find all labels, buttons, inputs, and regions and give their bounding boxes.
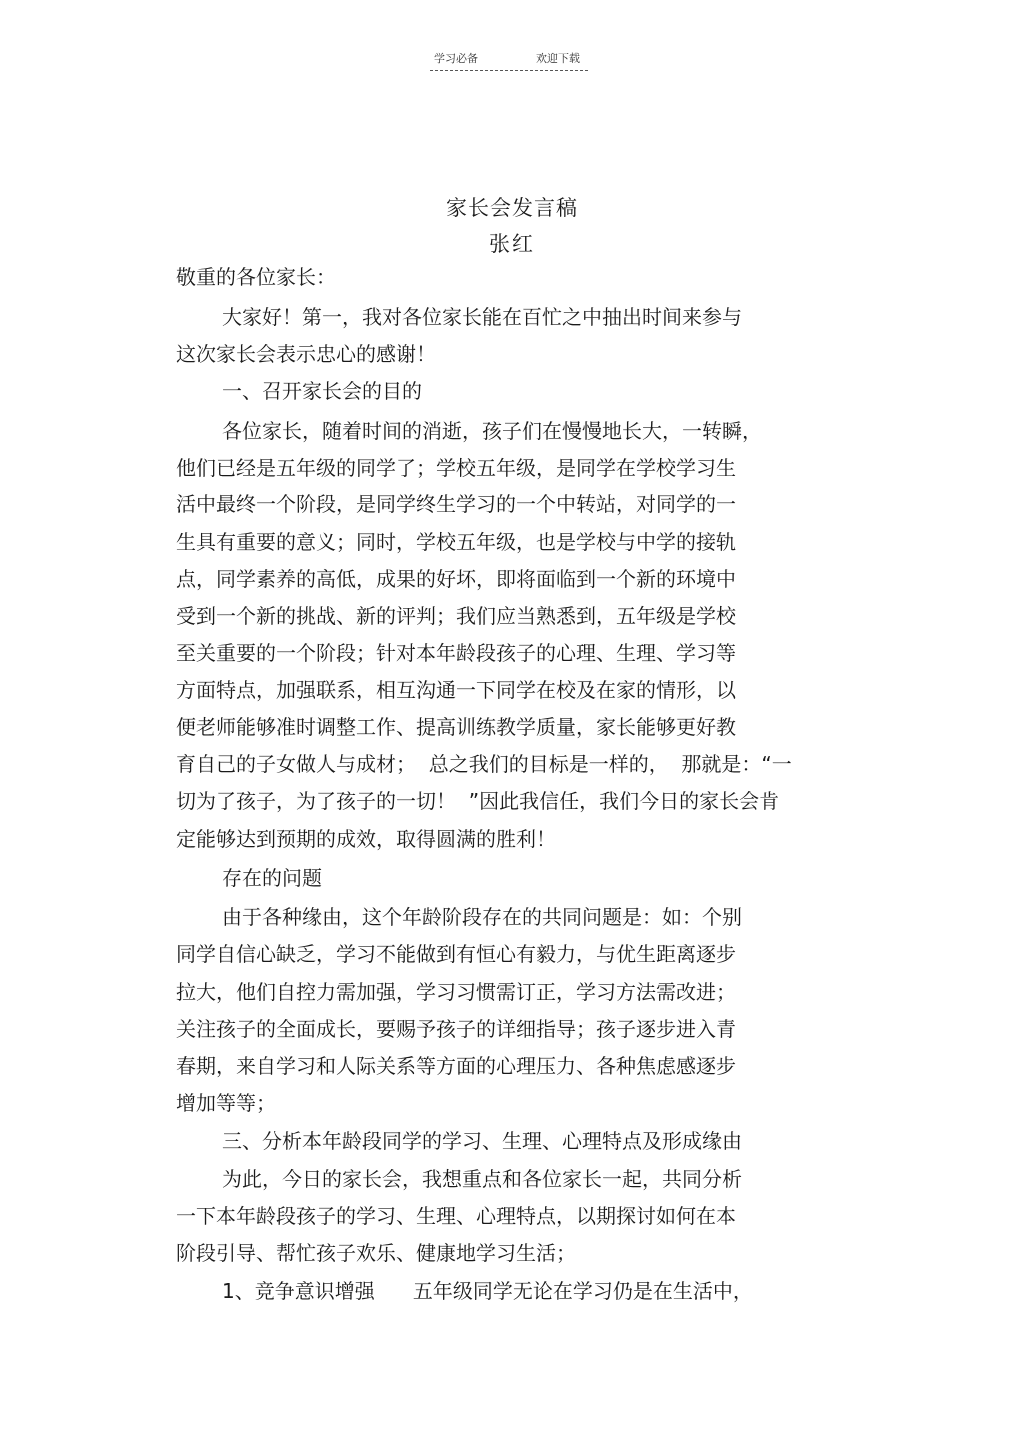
header-right-text: 欢迎下载 <box>536 52 580 65</box>
paragraph-line: 增加等等； <box>176 1091 276 1115</box>
paragraph-line: 阶段引导、帮忙孩子欢乐、健康地学习生活； <box>176 1241 576 1265</box>
paragraph-line: 定能够达到预期的成效，取得圆满的胜利！ <box>176 827 556 851</box>
document-author: 张红 <box>489 232 535 256</box>
paragraph-line: 育自己的子女做人与成材； 总之我们的目标是一样的， 那就是：“一 <box>176 752 792 776</box>
header-left-text: 学习必备 <box>434 52 478 65</box>
section-heading: 一、召开家长会的目的 <box>222 379 422 403</box>
paragraph-line: 至关重要的一个阶段；针对本年龄段孩子的心理、生理、学习等 <box>176 641 736 665</box>
salutation: 敬重的各位家长： <box>176 265 336 289</box>
paragraph-line: 活中最终一个阶段，是同学终生学习的一个中转站，对同学的一 <box>176 492 736 516</box>
paragraph-line: 由于各种缘由，这个年龄阶段存在的共同问题是：如：个别 <box>222 905 742 929</box>
paragraph-line: 点，同学素养的高低，成果的好坏，即将面临到一个新的环境中 <box>176 567 736 591</box>
paragraph-line: 切为了孩子，为了孩子的一切！ ”因此我信任，我们今日的家长会肯 <box>176 789 780 813</box>
paragraph-line: 关注孩子的全面成长，要赐予孩子的详细指导；孩子逐步进入青 <box>176 1017 736 1041</box>
paragraph-line: 春期，来自学习和人际关系等方面的心理压力、各种焦虑感逐步 <box>176 1054 736 1078</box>
document-title: 家长会发言稿 <box>446 196 578 220</box>
page-header <box>430 48 588 71</box>
paragraph-line: 1、竞争意识增强 五年级同学无论在学习仍是在生活中， <box>222 1279 753 1303</box>
paragraph-line: 便老师能够准时调整工作、提高训练教学质量，家长能够更好教 <box>176 715 736 739</box>
paragraph-line: 一下本年龄段孩子的学习、生理、心理特点，以期探讨如何在本 <box>176 1204 736 1228</box>
paragraph-line: 他们已经是五年级的同学了；学校五年级，是同学在学校学习生 <box>176 456 736 480</box>
paragraph-line: 受到一个新的挑战、新的评判；我们应当熟悉到，五年级是学校 <box>176 604 736 628</box>
paragraph-line: 大家好！第一，我对各位家长能在百忙之中抽出时间来参与 <box>222 305 742 329</box>
paragraph-line: 为此，今日的家长会，我想重点和各位家长一起，共同分析 <box>222 1167 742 1191</box>
paragraph-line: 各位家长，随着时间的消逝，孩子们在慢慢地长大，一转瞬， <box>222 419 762 443</box>
section-heading: 三、分析本年龄段同学的学习、生理、心理特点及形成缘由 <box>222 1129 742 1153</box>
paragraph-line: 这次家长会表示忠心的感谢！ <box>176 342 436 366</box>
paragraph-line: 同学自信心缺乏，学习不能做到有恒心有毅力，与优生距离逐步 <box>176 942 736 966</box>
paragraph-line: 生具有重要的意义；同时，学校五年级，也是学校与中学的接轨 <box>176 530 736 554</box>
section-heading: 存在的问题 <box>222 866 322 890</box>
paragraph-line: 方面特点，加强联系，相互沟通一下同学在校及在家的情形，以 <box>176 678 736 702</box>
paragraph-line: 拉大，他们自控力需加强，学习习惯需订正，学习方法需改进； <box>176 980 736 1004</box>
